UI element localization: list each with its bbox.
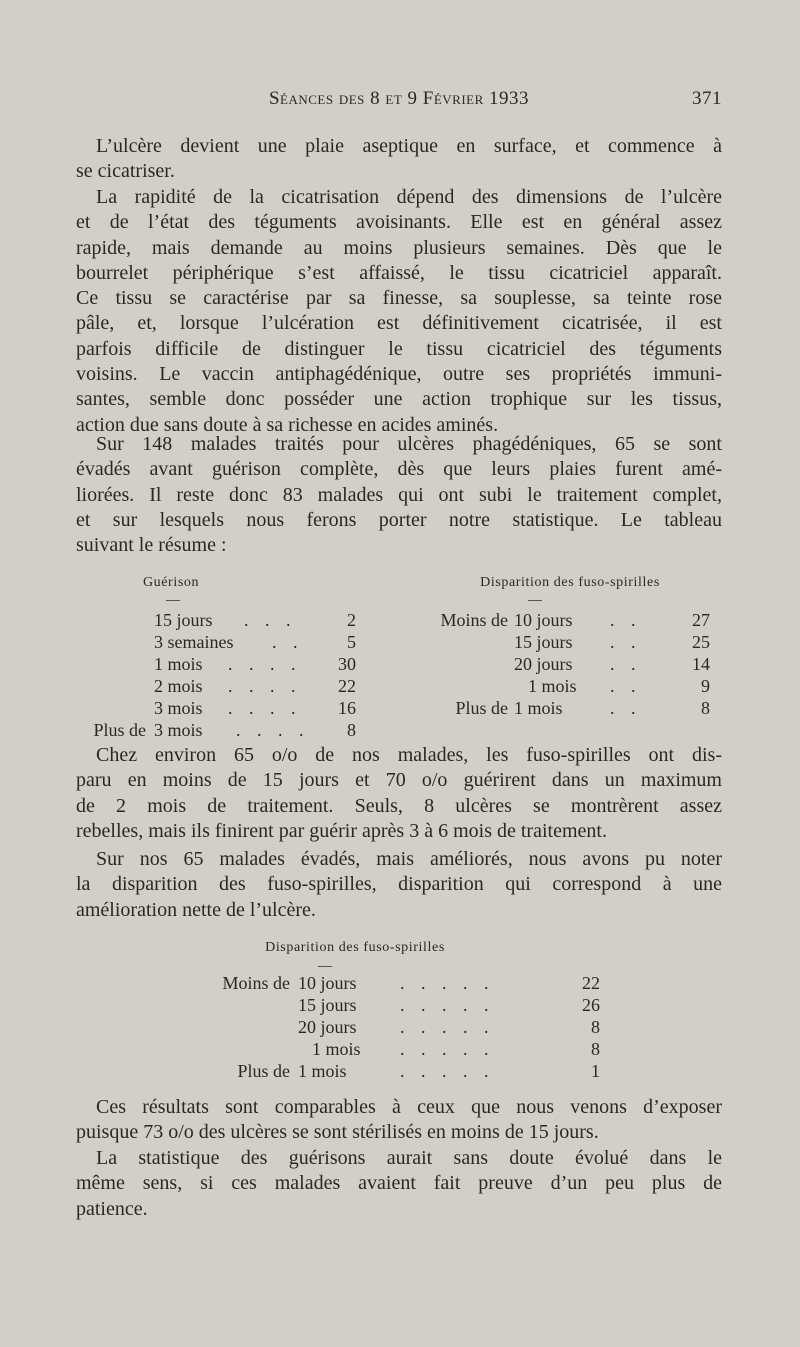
table-row bbox=[76, 675, 366, 697]
table-row bbox=[200, 1016, 600, 1038]
row-value: 22 bbox=[338, 676, 356, 696]
row-label: 2 mois bbox=[154, 676, 203, 696]
row-prefix: Plus de bbox=[455, 698, 508, 718]
row-value: 5 bbox=[347, 632, 356, 652]
table-guerison bbox=[76, 575, 366, 740]
text-line: et de l’état des téguments avoisinants. Elle est en général assez bbox=[76, 211, 722, 234]
page-number: 371 bbox=[692, 88, 722, 109]
leader-dots: . . bbox=[610, 698, 642, 718]
row-value: 14 bbox=[692, 654, 710, 674]
row-label: 15 jours bbox=[154, 610, 213, 630]
leader-dots: . . . . . bbox=[400, 973, 495, 993]
caption-rule bbox=[318, 966, 332, 967]
text-line: et sur lesquels nous ferons porter notre statistique. Le tableau bbox=[76, 508, 722, 531]
leader-dots: . . . . bbox=[236, 720, 310, 740]
text-line: patience. bbox=[76, 1197, 148, 1220]
leader-dots: . . . . . bbox=[400, 1061, 495, 1081]
leader-dots: . . bbox=[610, 654, 642, 674]
leader-dots: . . bbox=[272, 632, 304, 652]
text-line: Sur 148 malades traités pour ulcères phagédéniques, 65 se sont bbox=[96, 433, 722, 455]
row-label: 1 mois bbox=[514, 698, 563, 718]
row-value: 8 bbox=[591, 1039, 600, 1059]
leader-dots: . . . . . bbox=[400, 1017, 495, 1037]
row-label: 1 mois bbox=[298, 1061, 347, 1081]
table-row bbox=[420, 675, 720, 697]
table-caption: Disparition des fuso-spirilles bbox=[480, 575, 660, 590]
row-label: 20 jours bbox=[298, 1017, 357, 1037]
row-value: 16 bbox=[338, 698, 356, 718]
text-line: puisque 73 o/o des ulcères se sont stérilisés en moins de 15 jours. bbox=[76, 1121, 599, 1144]
row-label: 15 jours bbox=[298, 995, 357, 1015]
text-line: bourrelet périphérique s’est affaissé, le tissu cicatriciel apparaît. bbox=[76, 261, 722, 284]
text-line: se cicatriser. bbox=[76, 160, 175, 183]
text-line: Ce tissu se caractérise par sa finesse, sa souplesse, sa teinte rose bbox=[76, 287, 722, 310]
text-line: rapide, mais demande au moins plusieurs semaines. Dès que le bbox=[76, 236, 722, 259]
leader-dots: . . bbox=[610, 632, 642, 652]
table-row bbox=[76, 631, 366, 653]
table-row bbox=[420, 653, 720, 675]
text-line: paru en moins de 15 jours et 70 o/o guérirent dans un maximum bbox=[76, 769, 722, 792]
row-label: 1 mois bbox=[528, 676, 577, 696]
header-title: Séances des 8 et 9 Février 1933 bbox=[268, 88, 530, 109]
leader-dots: . . . . bbox=[228, 676, 302, 696]
row-value: 26 bbox=[582, 995, 600, 1015]
row-value: 8 bbox=[701, 698, 710, 718]
table-disparition-1 bbox=[420, 575, 720, 735]
text-line: amélioration nette de l’ulcère. bbox=[76, 898, 316, 921]
caption-rule bbox=[166, 600, 180, 601]
table-row bbox=[200, 994, 600, 1016]
table-caption: Disparition des fuso-spirilles bbox=[265, 940, 445, 955]
row-label: 15 jours bbox=[514, 632, 573, 652]
row-value: 2 bbox=[347, 610, 356, 630]
row-label: 3 mois bbox=[154, 698, 203, 718]
row-value: 30 bbox=[338, 654, 356, 674]
text-line: même sens, si ces malades avaient fait preuve d’un peu plus de bbox=[76, 1172, 722, 1195]
text-line: de 2 mois de traitement. Seuls, 8 ulcères se montrèrent assez bbox=[76, 794, 722, 817]
text-line: action due sans doute à sa richesse en acides aminés. bbox=[76, 413, 499, 436]
text-line: évadés avant guérison complète, dès que leurs plaies furent amé- bbox=[76, 458, 722, 481]
table-row bbox=[200, 1038, 600, 1060]
row-value: 25 bbox=[692, 632, 710, 652]
text-line: pâle, et, lorsque l’ulcération est définitivement cicatrisée, il est bbox=[76, 312, 722, 335]
paragraph-4 bbox=[76, 743, 722, 844]
table-disparition-2 bbox=[200, 940, 600, 1080]
text-line: parfois difficile de distinguer le tissu cicatriciel des téguments bbox=[76, 337, 722, 360]
row-value: 9 bbox=[701, 676, 710, 696]
text-line: La rapidité de la cicatrisation dépend des dimensions de l’ulcère bbox=[96, 186, 722, 208]
running-header bbox=[76, 88, 722, 118]
text-line: voisins. Le vaccin antiphagédénique, outre ses propriétés immuni- bbox=[76, 363, 722, 386]
leader-dots: . . . bbox=[244, 610, 297, 630]
table-row bbox=[76, 609, 366, 631]
text-line: liorées. Il reste donc 83 malades qui ont subi le traitement complet, bbox=[76, 483, 722, 506]
row-label: 3 semaines bbox=[154, 632, 234, 652]
table-row bbox=[200, 1060, 600, 1082]
leader-dots: . . . . bbox=[228, 654, 302, 674]
paragraph-1 bbox=[76, 134, 722, 185]
paragraph-5 bbox=[76, 847, 722, 923]
table-row bbox=[200, 972, 600, 994]
text-line: Sur nos 65 malades évadés, mais améliorés, nous avons pu noter bbox=[96, 848, 722, 870]
row-prefix: Plus de bbox=[237, 1061, 290, 1081]
table-row bbox=[420, 631, 720, 653]
text-line: Ces résultats sont comparables à ceux que nous venons d’exposer bbox=[96, 1096, 722, 1118]
row-label: 1 mois bbox=[312, 1039, 361, 1059]
text-line: la disparition des fuso-spirilles, disparition qui correspond à une bbox=[76, 873, 722, 896]
leader-dots: . . . . . bbox=[400, 995, 495, 1015]
paragraph-7 bbox=[76, 1146, 722, 1222]
text-line: La statistique des guérisons aurait sans doute évolué dans le bbox=[96, 1147, 722, 1169]
leader-dots: . . . . . bbox=[400, 1039, 495, 1059]
leader-dots: . . bbox=[610, 676, 642, 696]
row-label: 3 mois bbox=[154, 720, 203, 740]
row-label: 10 jours bbox=[298, 973, 357, 993]
row-value: 22 bbox=[582, 973, 600, 993]
row-label: 20 jours bbox=[514, 654, 573, 674]
text-line: suivant le résume : bbox=[76, 534, 227, 557]
row-prefix: Moins de bbox=[440, 610, 508, 630]
text-line: Chez environ 65 o/o de nos malades, les fuso-spirilles ont dis- bbox=[96, 744, 722, 766]
row-label: 1 mois bbox=[154, 654, 203, 674]
table-row bbox=[420, 609, 720, 631]
row-value: 8 bbox=[591, 1017, 600, 1037]
text-line: santes, semble donc posséder une action trophique sur les tissus, bbox=[76, 388, 722, 411]
row-prefix: Moins de bbox=[222, 973, 290, 993]
text-line: rebelles, mais ils finirent par guérir après 3 à 6 mois de traitement. bbox=[76, 819, 607, 842]
table-caption: Guérison bbox=[142, 575, 200, 590]
paragraph-2 bbox=[76, 185, 722, 438]
leader-dots: . . . . bbox=[228, 698, 302, 718]
text-line: L’ulcère devient une plaie aseptique en surface, et commence à bbox=[96, 135, 722, 157]
row-value: 8 bbox=[347, 720, 356, 740]
paragraph-3 bbox=[76, 432, 722, 558]
paragraph-6 bbox=[76, 1095, 722, 1146]
table-row bbox=[76, 697, 366, 719]
row-value: 1 bbox=[591, 1061, 600, 1081]
row-label: 10 jours bbox=[514, 610, 573, 630]
table-row bbox=[76, 719, 366, 741]
row-value: 27 bbox=[692, 610, 710, 630]
table-row bbox=[420, 697, 720, 719]
caption-rule bbox=[528, 600, 542, 601]
table-row bbox=[76, 653, 366, 675]
row-prefix: Plus de bbox=[93, 720, 146, 740]
leader-dots: . . bbox=[610, 610, 642, 630]
